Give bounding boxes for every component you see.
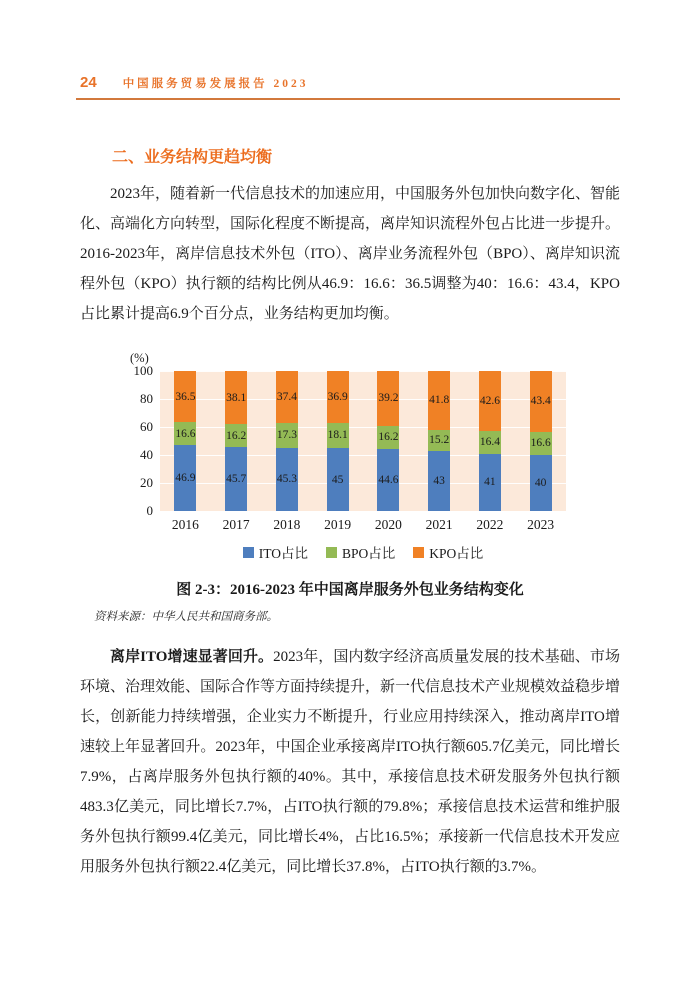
chart-plot-area	[160, 371, 566, 511]
report-title: 中国服务贸易发展报告 2023	[122, 78, 309, 90]
stacked-bar-chart	[128, 351, 574, 562]
x-tick-label: 2017	[222, 517, 250, 532]
stacked-bar	[276, 371, 298, 511]
bar-value-label: 43	[433, 474, 445, 487]
bar-value-label: 45.3	[276, 473, 297, 486]
y-axis	[128, 363, 160, 518]
stacked-bar	[327, 371, 349, 511]
page-number: 24	[80, 74, 97, 91]
bar-value-label: 41.8	[429, 394, 450, 407]
bar-column	[465, 371, 516, 511]
bar-segment	[428, 430, 450, 451]
bar-segment	[225, 424, 247, 447]
bar-value-label: 36.9	[327, 390, 348, 403]
bar-segment	[225, 447, 247, 511]
bar-value-label: 39.2	[378, 392, 399, 405]
legend-item	[326, 542, 395, 562]
bar-value-label: 38.1	[226, 391, 247, 404]
bar-column	[515, 371, 566, 511]
bar-value-label: 43.4	[530, 395, 551, 408]
bar-value-label: 15.2	[429, 434, 450, 447]
x-tick-label: 2018	[273, 517, 301, 532]
stacked-bar	[530, 371, 552, 511]
bar-segment	[225, 371, 247, 424]
legend-label: BPO占比	[341, 546, 396, 561]
bar-value-label: 16.6	[175, 427, 196, 440]
bar-value-label: 44.6	[378, 473, 399, 486]
bar-segment	[327, 423, 349, 448]
stacked-bar	[174, 371, 196, 511]
chart-body	[128, 363, 574, 533]
y-axis-unit-label: (%)	[130, 351, 149, 365]
bar-segment	[174, 422, 196, 445]
bar-value-label: 16.2	[226, 429, 247, 442]
bar-value-label: 17.3	[276, 429, 297, 442]
legend-label: KPO占比	[429, 546, 484, 561]
bar-value-label: 42.6	[479, 394, 500, 407]
bar-column	[211, 371, 262, 511]
legend-label: ITO占比	[258, 546, 308, 561]
paragraph-2-body: 2023年，国内数字经济高质量发展的技术基础、市场环境、治理效能、国际合作等方面持续提升，新一代信息技术产业规模效益稳步增长，创新能力持续增强，企业实力不断提升，行业应用持续深入，推动离岸ITO增速较上年显著回升。2023年，中国企业承接离岸ITO执行额605.7亿美元，同比增长7.9%，占离岸服务外包执行额的40%。其中，承接信息技术研发服务外包执行额483.3亿美元，同比增长7.7%，占ITO执行额的79.8%；承接信息技术运营和维护服务外包执行额99.4亿美元，同比增长4%，占比16.5%；承接新一代信息技术开发应用服务外包执行额22.4亿美元，同比增长37.8%，占ITO执行额的3.7%。	[80, 649, 621, 875]
section-heading: 二、业务结构更趋均衡	[112, 149, 273, 166]
bar-segment	[276, 423, 298, 447]
paragraph-2-lead: 离岸ITO增速显著回升。	[110, 649, 274, 665]
bar-segment	[377, 449, 399, 511]
x-tick-label: 2016	[171, 517, 199, 532]
bar-segment	[530, 455, 552, 511]
bar-segment	[327, 371, 349, 423]
y-tick-label: 0	[146, 503, 153, 518]
bar-segment	[174, 371, 196, 422]
bar-column	[160, 371, 211, 511]
figure-caption: 图 2-3：2016-2023 年中国离岸服务外包业务结构变化	[176, 582, 524, 598]
bar-segment	[530, 432, 552, 455]
bar-column	[363, 371, 414, 511]
bar-value-label: 36.5	[175, 390, 196, 403]
bar-value-label: 41	[484, 476, 496, 489]
y-tick-label: 20	[140, 475, 153, 490]
paragraph-1: 2023年，随着新一代信息技术的加速应用，中国服务外包加快向数字化、智能化、高端化方向转型，国际化程度不断提高，离岸知识流程外包占比进一步提升。2016-2023年，离岸信息技术外包（ITO）、离岸业务流程外包（BPO）、离岸知识流程外包（KPO）执行额的结构比例从46.9：16.6：36.5调整为40：16.6：43.4，KPO占比累计提高6.9个百分点，业务结构更加均衡。	[80, 186, 621, 322]
bar-value-label: 45	[331, 473, 344, 486]
bar-column	[414, 371, 465, 511]
legend-swatch-icon	[326, 547, 337, 558]
bar-value-label: 16.4	[479, 436, 500, 449]
stacked-bar	[225, 371, 247, 511]
stacked-bar	[377, 371, 399, 511]
bar-value-label: 18.1	[327, 429, 348, 442]
header-rule	[76, 98, 620, 100]
plot-column	[160, 371, 566, 533]
legend-swatch-icon	[413, 547, 424, 558]
bar-segment	[479, 371, 501, 431]
bar-column	[312, 371, 363, 511]
legend-swatch-icon	[243, 547, 254, 558]
bar-segment	[174, 445, 196, 511]
bar-value-label: 40	[534, 477, 547, 489]
bar-segment	[327, 448, 349, 511]
bar-value-label: 46.9	[175, 472, 196, 485]
y-tick-label: 80	[140, 391, 153, 406]
bar-segment	[479, 454, 501, 511]
bar-segment	[276, 371, 298, 423]
y-tick-label: 60	[140, 419, 153, 434]
stacked-bar	[428, 371, 450, 511]
x-tick-label: 2023	[527, 517, 555, 532]
x-tick-label: 2022	[476, 517, 504, 532]
x-tick-label: 2021	[425, 517, 453, 532]
bar-segment	[530, 371, 552, 432]
chart-legend	[160, 542, 566, 562]
x-tick-label: 2020	[374, 517, 402, 532]
page-header	[0, 0, 700, 91]
bar-segment	[428, 451, 450, 511]
y-tick-label: 100	[133, 363, 153, 378]
x-tick-label: 2019	[324, 517, 352, 532]
bar-value-label: 45.7	[226, 473, 247, 486]
bar-segment	[377, 426, 399, 449]
bar-segment	[428, 371, 450, 430]
bar-segment	[377, 371, 399, 426]
bar-value-label: 37.4	[276, 391, 297, 404]
legend-item	[243, 542, 308, 562]
bar-segment	[276, 448, 298, 511]
legend-item	[413, 542, 483, 562]
bar-value-label: 16.2	[378, 431, 399, 444]
paragraph-2	[80, 642, 620, 882]
bar-value-label: 16.6	[530, 437, 551, 450]
bar-segment	[479, 431, 501, 454]
y-tick-label: 40	[140, 447, 153, 462]
stacked-bar	[479, 371, 501, 511]
x-axis	[160, 517, 566, 533]
figure-source: 资料来源：中华人民共和国商务部。	[94, 611, 278, 623]
bar-column	[262, 371, 313, 511]
